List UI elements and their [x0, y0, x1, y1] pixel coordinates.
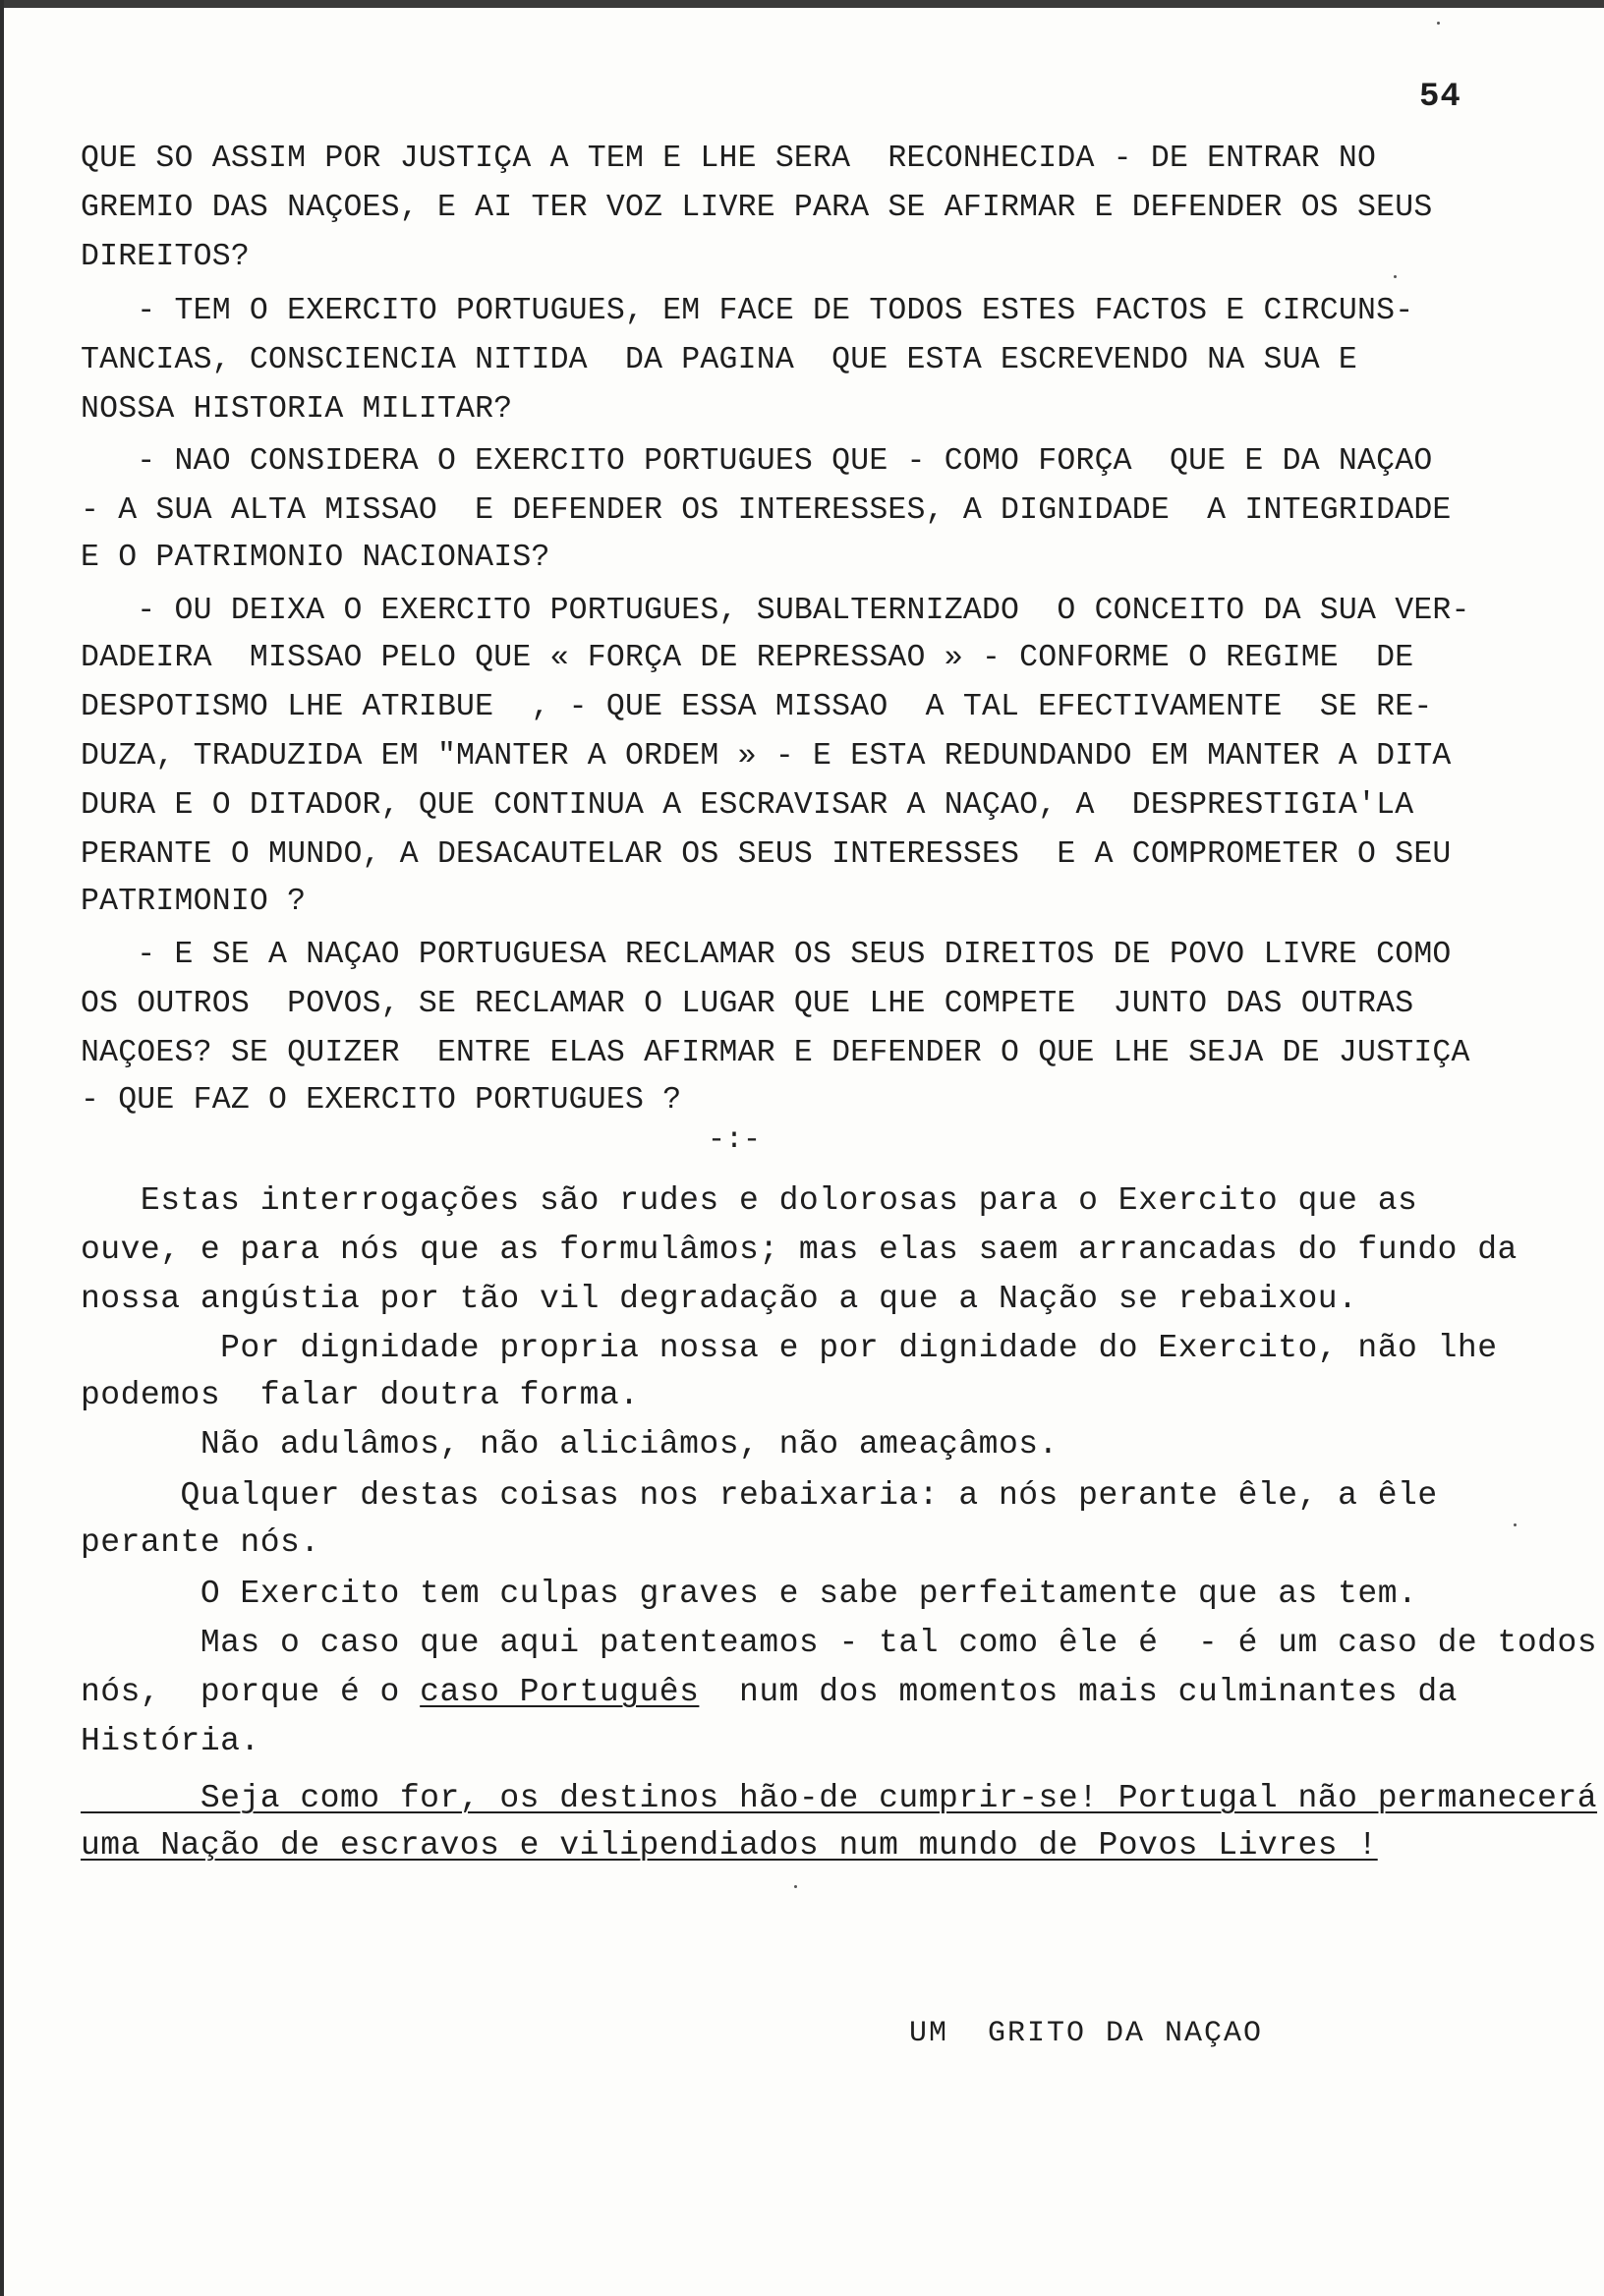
- scan-speck: [1394, 275, 1397, 278]
- scan-speck: [1514, 1523, 1517, 1526]
- text-line: DURA E O DITADOR, QUE CONTINUA A ESCRAVISAR A NAÇAO, A DESPRESTIGIA'LA: [81, 788, 1414, 823]
- section-separator: -:-: [708, 1123, 762, 1157]
- text-line: NOSSA HISTORIA MILITAR?: [81, 392, 513, 427]
- text-line: NAÇOES? SE QUIZER ENTRE ELAS AFIRMAR E DEFENDER O QUE LHE SEJA DE JUSTIÇA: [81, 1036, 1470, 1070]
- scan-speck: [1437, 22, 1440, 25]
- text-line: DUZA, TRADUZIDA EM "MANTER A ORDEM » - E ESTA REDUNDANDO EM MANTER A DITA: [81, 739, 1452, 774]
- text-line: podemos falar doutra forma.: [81, 1377, 640, 1413]
- text-line: perante nós.: [81, 1524, 320, 1561]
- scan-edge-top: [0, 0, 1604, 8]
- text-line: [81, 1671, 1458, 1714]
- text-line: - NAO CONSIDERA O EXERCITO PORTUGUES QUE - COMO FORÇA QUE E DA NAÇAO: [81, 444, 1433, 479]
- underlined-phrase: caso Português: [420, 1674, 700, 1710]
- text-line: - OU DEIXA O EXERCITO PORTUGUES, SUBALTERNIZADO O CONCEITO DA SUA VER-: [81, 594, 1470, 628]
- final-statement-line: Seja como for, os destinos hão-de cumprir-se! Portugal não permanecerá: [81, 1780, 1598, 1816]
- text-line: DADEIRA MISSAO PELO QUE « FORÇA DE REPRESSAO » - CONFORME O REGIME DE: [81, 641, 1414, 675]
- text-line: - A SUA ALTA MISSAO E DEFENDER OS INTERESSES, A DIGNIDADE A INTEGRIDADE: [81, 493, 1452, 528]
- text-line: O Exercito tem culpas graves e sabe perfeitamente que as tem.: [81, 1576, 1418, 1612]
- scan-speck: [794, 1885, 797, 1888]
- signature: UM GRITO DA NAÇAO: [909, 2017, 1264, 2050]
- text-line: DESPOTISMO LHE ATRIBUE , - QUE ESSA MISSAO A TAL EFECTIVAMENTE SE RE-: [81, 690, 1433, 724]
- text-line: PERANTE O MUNDO, A DESACAUTELAR OS SEUS INTERESSES E A COMPROMETER O SEU: [81, 837, 1452, 872]
- text-line: E O PATRIMONIO NACIONAIS?: [81, 541, 550, 575]
- text-line: DIREITOS?: [81, 240, 250, 274]
- page-number: 54: [1419, 79, 1461, 116]
- text-line: Estas interrogações são rudes e dolorosas para o Exercito que as: [81, 1182, 1418, 1219]
- text-line: TANCIAS, CONSCIENCIA NITIDA DA PAGINA QUE ESTA ESCREVENDO NA SUA E: [81, 343, 1358, 377]
- text-line: Qualquer destas coisas nos rebaixaria: a nós perante êle, a êle: [81, 1477, 1438, 1514]
- text-line: Não adulâmos, não aliciâmos, não ameaçâmos.: [81, 1426, 1059, 1463]
- text-line: - E SE A NAÇAO PORTUGUESA RECLAMAR OS SEUS DIREITOS DE POVO LIVRE COMO: [81, 938, 1452, 972]
- scan-edge-left: [0, 0, 4, 2296]
- text-line: PATRIMONIO ?: [81, 885, 307, 919]
- text-line: QUE SO ASSIM POR JUSTIÇA A TEM E LHE SERA RECONHECIDA - DE ENTRAR NO: [81, 142, 1377, 176]
- text-line: - TEM O EXERCITO PORTUGUES, EM FACE DE TODOS ESTES FACTOS E CIRCUNS-: [81, 294, 1414, 328]
- final-statement-line: uma Nação de escravos e vilipendiados num mundo de Povos Livres !: [81, 1827, 1378, 1864]
- text-line: Por dignidade propria nossa e por dignidade do Exercito, não lhe: [81, 1330, 1498, 1366]
- text-line: Mas o caso que aqui patenteamos - tal como êle é - é um caso de todos: [81, 1625, 1598, 1661]
- text-line: ouve, e para nós que as formulâmos; mas elas saem arrancadas do fundo da: [81, 1232, 1518, 1268]
- text-fragment: num dos momentos mais culminantes da: [699, 1674, 1458, 1710]
- text-line: - QUE FAZ O EXERCITO PORTUGUES ?: [81, 1083, 682, 1118]
- text-line: História.: [81, 1723, 260, 1759]
- text-line: OS OUTROS POVOS, SE RECLAMAR O LUGAR QUE LHE COMPETE JUNTO DAS OUTRAS: [81, 987, 1414, 1021]
- text-line: nossa angústia por tão vil degradação a que a Nação se rebaixou.: [81, 1281, 1358, 1317]
- text-line: GREMIO DAS NAÇOES, E AI TER VOZ LIVRE PARA SE AFIRMAR E DEFENDER OS SEUS: [81, 191, 1433, 225]
- text-fragment: nós, porque é o: [81, 1674, 421, 1710]
